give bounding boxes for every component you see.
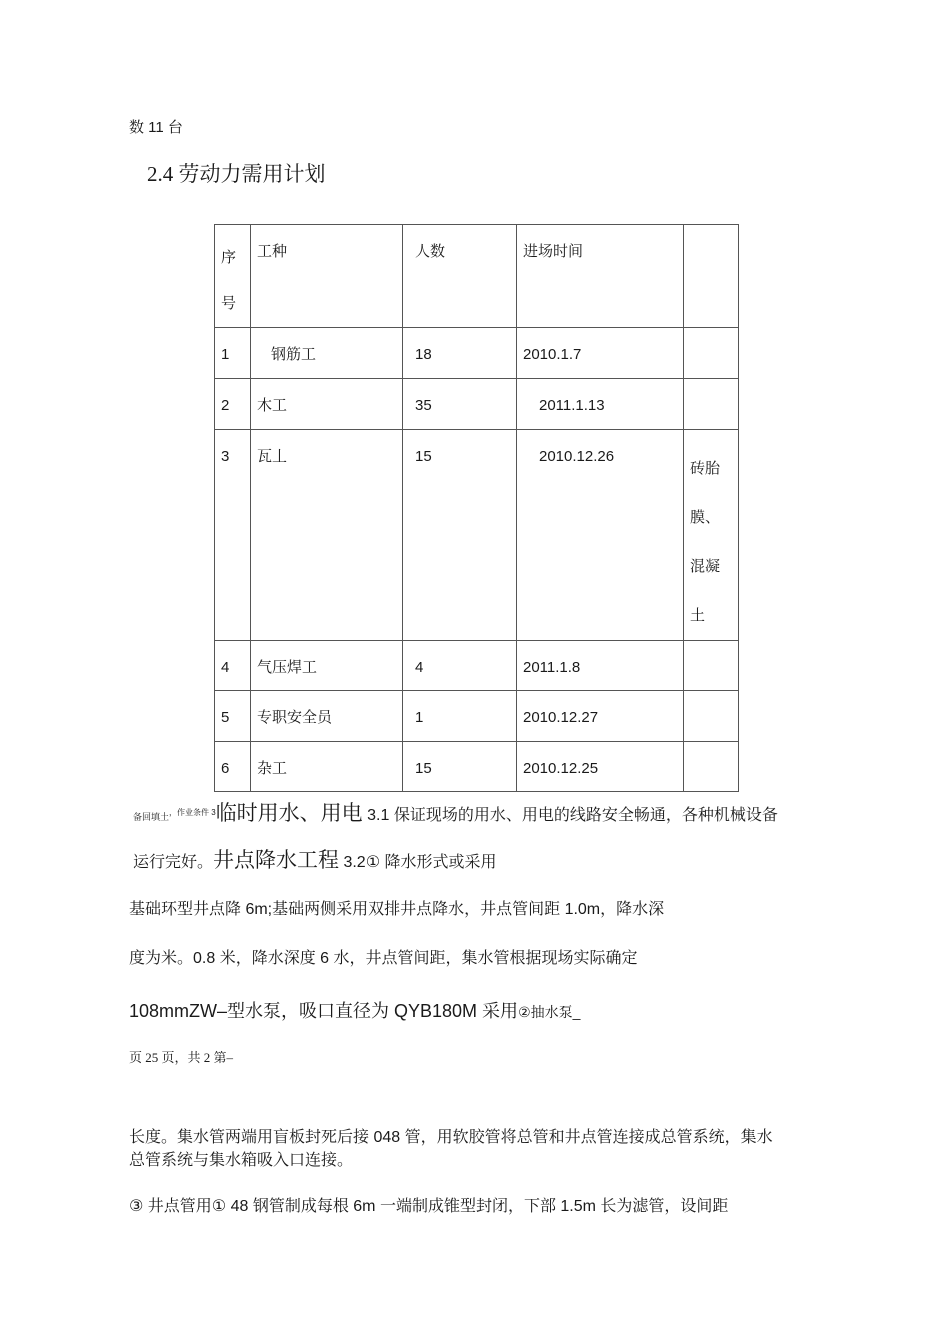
row-note <box>684 691 739 742</box>
table-row <box>215 742 739 792</box>
row-trade: 木工 <box>251 379 403 430</box>
row-date: 2010.1.7 <box>517 328 684 379</box>
row-note <box>684 641 739 691</box>
row-no: 3 <box>215 430 251 641</box>
row-trade: 专职安全员 <box>251 691 403 742</box>
row-no: 2 <box>215 379 251 430</box>
header-note <box>684 225 739 328</box>
row-count: 1 <box>403 691 517 742</box>
row-date: 2010.12.26 <box>517 430 684 641</box>
header-seq-char-1: 序 <box>221 249 237 266</box>
row-date: 2011.1.13 <box>517 379 684 430</box>
table-row <box>215 328 739 379</box>
paragraph-3-2: 运行完好。井点降水工程 3.2① 降水形式或采用 <box>133 848 497 872</box>
top-line: 数 11 台 <box>129 119 183 136</box>
page2-line-3: ③ 井点管用① 48 钢管制成每根 6m 一端制成锥型封闭，下部 1.5m 长为滤管，设间距 <box>129 1198 729 1215</box>
section-heading: 2.4 劳动力需用计划 <box>147 162 326 186</box>
tiny-note-a: 备回填土 <box>133 812 170 822</box>
body-line-5: 108mmZW–型水泵，吸口直径为 QYB180M 采用②抽水泵_ <box>129 1001 581 1021</box>
row-date: 2010.12.25 <box>517 742 684 792</box>
page-footer: 页 25 页，共 2 第– <box>129 1050 234 1065</box>
table-row <box>215 430 739 641</box>
row-count: 35 <box>403 379 517 430</box>
row-count: 4 <box>403 641 517 691</box>
row-count: 15 <box>403 742 517 792</box>
row-no: 6 <box>215 742 251 792</box>
header-seq-char-2: 号 <box>221 295 237 312</box>
row-trade: 杂工 <box>251 742 403 792</box>
tiny-note-b: ，作业条件 3 <box>169 808 216 817</box>
row-note: 砖胎 膜、 混凝 土 <box>684 430 739 641</box>
row-no: 4 <box>215 641 251 691</box>
body-line-4: 度为米。0.8 米，降水深度 6 水，井点管间距，集水管根据现场实际确定 <box>129 950 638 967</box>
heading-well-point-dewatering: 井点降水工程 <box>213 848 340 872</box>
row-date: 2011.1.8 <box>517 641 684 691</box>
labor-plan-table <box>214 224 739 792</box>
header-trade: 工种 <box>251 225 403 328</box>
page2-line-1: 长度。集水管两端用盲板封死后接 048 管，用软胶管将总管和井点管连接成总管系统，集水 <box>129 1129 773 1146</box>
row-note <box>684 742 739 792</box>
row-trade: 气压焊工 <box>251 641 403 691</box>
table-row <box>215 641 739 691</box>
table-row <box>215 379 739 430</box>
page2-line-2: 总管系统与集水箱吸入口连接。 <box>129 1152 354 1169</box>
row-trade: 钢筋工 <box>251 328 403 379</box>
row-count: 18 <box>403 328 517 379</box>
table-row <box>215 691 739 742</box>
header-seq <box>215 225 251 328</box>
row-count: 15 <box>403 430 517 641</box>
table-header-row <box>215 225 739 328</box>
row-trade: 瓦丄 <box>251 430 403 641</box>
paragraph-3-1 <box>133 797 778 827</box>
body-line-3: 基础环型井点降 6m;基础两侧采用双排井点降水，井点管间距 1.0m，降水深 <box>129 901 665 918</box>
row-date: 2010.12.27 <box>517 691 684 742</box>
paragraph-3-1-text: 3.1 保证现场的用水、用电的线路安全畅通，各种机械设备 <box>362 807 778 824</box>
header-date: 进场时间 <box>517 225 684 328</box>
row-no: 5 <box>215 691 251 742</box>
row-note <box>684 328 739 379</box>
header-count: 人数 <box>403 225 517 328</box>
row-no: 1 <box>215 328 251 379</box>
heading-temp-water-power: 临时用水、用电 <box>215 801 363 825</box>
